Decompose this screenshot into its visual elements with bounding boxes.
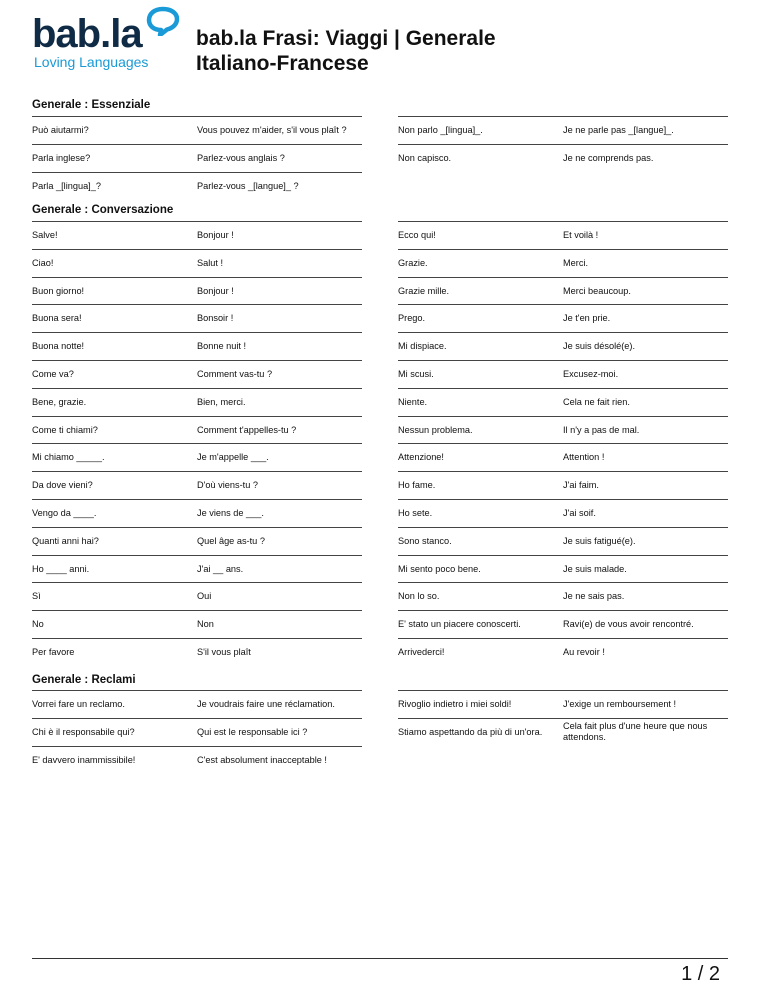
phrase-italian: Ho sete. [398, 508, 433, 518]
phrase-french: S'il vous plaît [197, 647, 251, 657]
phrase-italian: No [32, 619, 44, 630]
speech-bubble-icon [145, 6, 181, 36]
phrase-row [32, 718, 362, 746]
phrase-french: Oui [197, 591, 212, 602]
phrase-row [398, 277, 728, 305]
page-title [196, 26, 496, 76]
phrase-italian: Grazie mille. [398, 285, 450, 296]
phrase-french: J'exige un remboursement ! [563, 699, 677, 709]
phrase-italian: Per favore [32, 647, 75, 657]
section-heading: Generale : Essenziale [32, 99, 151, 111]
phrase-french: Je suis malade. [563, 563, 627, 574]
phrase-italian: Ciao! [32, 257, 54, 268]
phrase-french: J'ai __ ans. [197, 563, 244, 574]
phrase-italian: Vorrei fare un reclamo. [32, 699, 125, 709]
phrase-italian: Prego. [398, 313, 426, 324]
phrase-row [32, 116, 362, 144]
phrase-row [398, 638, 728, 666]
phrase-french: Vous pouvez m'aider, s'il vous plaît ? [197, 125, 347, 135]
phrase-french: D'où viens-tu ? [197, 480, 258, 491]
phrase-french: Parlez-vous anglais ? [197, 152, 285, 163]
phrase-italian: Sono stanco. [398, 535, 452, 546]
phrase-italian: Mi chiamo _____. [32, 452, 105, 463]
logo-tagline: Loving Languages [34, 54, 149, 70]
phrase-italian: Arrivederci! [398, 647, 445, 657]
phrase-italian: Buona sera! [32, 313, 82, 324]
phrase-italian: Parla inglese? [32, 152, 91, 163]
phrase-row [398, 690, 728, 718]
phrase-french: Merci beaucoup. [563, 285, 631, 296]
phrase-row [32, 582, 362, 610]
section-heading: Generale : Reclami [32, 674, 136, 686]
phrase-italian: Mi sento poco bene. [398, 563, 481, 574]
phrase-italian: Salve! [32, 230, 58, 240]
phrase-row [398, 555, 728, 583]
phrase-italian: Mi dispiace. [398, 341, 447, 352]
phrase-italian: Chi è il responsabile qui? [32, 726, 135, 737]
phrase-french: Ravi(e) de vous avoir rencontré. [563, 619, 694, 630]
phrase-row [32, 221, 362, 249]
phrase-french: J'ai faim. [563, 480, 599, 491]
phrase-french: Et voilà ! [563, 230, 599, 240]
phrase-italian: Buon giorno! [32, 285, 85, 296]
phrase-row [32, 249, 362, 277]
phrase-row [398, 116, 728, 144]
phrase-italian: Ho ____ anni. [32, 563, 90, 574]
phrase-italian: Quanti anni hai? [32, 535, 99, 546]
phrase-italian: Mi scusi. [398, 369, 434, 379]
phrase-italian: Come ti chiami? [32, 424, 98, 435]
phrase-french: Bonjour ! [197, 285, 234, 296]
phrase-row [398, 610, 728, 638]
phrase-row [32, 277, 362, 305]
title-line-2: Italiano-Francese [196, 52, 369, 75]
phrase-french: Je ne comprends pas. [563, 152, 654, 163]
title-line-1: bab.la Frasi: Viaggi | Generale [196, 27, 496, 50]
phrase-french: Je suis fatigué(e). [563, 535, 636, 546]
phrase-row [398, 144, 728, 172]
phrase-french: C'est absolument inacceptable ! [197, 754, 327, 765]
phrase-french: Au revoir ! [563, 647, 605, 657]
phrase-row [32, 416, 362, 444]
phrase-row [398, 304, 728, 332]
phrase-row [32, 388, 362, 416]
phrase-french: Attention ! [563, 452, 605, 463]
phrase-row [32, 555, 362, 583]
phrase-french: Comment t'appelles-tu ? [197, 424, 297, 435]
phrase-french: Cela fait plus d'une heure que nous attendons. [563, 721, 708, 743]
phrase-row [398, 471, 728, 499]
phrase-row [398, 249, 728, 277]
phrase-italian: Come va? [32, 369, 74, 379]
phrase-row [398, 582, 728, 610]
phrase-italian: Stiamo aspettando da più di un'ora. [398, 726, 543, 737]
phrase-row [32, 690, 362, 718]
phrase-italian: Buona notte! [32, 341, 85, 352]
phrase-row [398, 416, 728, 444]
page-header [32, 6, 732, 86]
phrase-row [32, 746, 362, 774]
phrase-italian: Da dove vieni? [32, 480, 93, 491]
phrase-row [32, 144, 362, 172]
phrase-french: Bonsoir ! [197, 313, 234, 324]
phrase-row [398, 332, 728, 360]
phrase-french: Comment vas-tu ? [197, 369, 273, 379]
phrase-italian: Grazie. [398, 257, 428, 268]
phrase-row [32, 304, 362, 332]
phrase-italian: Non parlo _[lingua]_. [398, 125, 483, 135]
phrase-french: Je voudrais faire une réclamation. [197, 699, 335, 709]
phrase-french: Bonne nuit ! [197, 341, 247, 352]
footer-divider [32, 958, 728, 959]
phrase-french: Je suis désolé(e). [563, 341, 636, 352]
phrase-italian: E' stato un piacere conoscerti. [398, 619, 521, 630]
phrase-french: J'ai soif. [563, 508, 596, 518]
phrase-italian: Non lo so. [398, 591, 440, 602]
phrase-french: Qui est le responsable ici ? [197, 726, 308, 737]
phrase-row [398, 527, 728, 555]
phrase-french: Il n'y a pas de mal. [563, 424, 640, 435]
phrase-row [32, 172, 362, 200]
phrase-french: Parlez-vous _[langue]_ ? [197, 180, 299, 191]
phrase-italian: Può aiutarmi? [32, 125, 89, 135]
section-heading: Generale : Conversazione [32, 204, 174, 216]
phrase-row [32, 638, 362, 666]
phrase-french: Non [197, 619, 214, 630]
phrase-row [398, 443, 728, 471]
phrase-row [32, 471, 362, 499]
phrase-row [398, 360, 728, 388]
phrase-french: Je viens de ___. [197, 508, 264, 518]
phrase-italian: Niente. [398, 396, 428, 407]
phrase-italian: Attenzione! [398, 452, 444, 463]
phrase-row [398, 221, 728, 249]
phrase-italian: Ho fame. [398, 480, 436, 491]
phrase-italian: Ecco qui! [398, 230, 436, 240]
phrase-italian: Sì [32, 591, 41, 602]
phrase-italian: Vengo da ____. [32, 508, 97, 518]
phrase-row [32, 332, 362, 360]
phrase-row [32, 360, 362, 388]
phrase-french: Excusez-moi. [563, 369, 619, 379]
phrase-row [32, 527, 362, 555]
phrase-row [398, 718, 728, 746]
phrase-row [398, 499, 728, 527]
phrase-french: Salut ! [197, 257, 224, 268]
babla-logo[interactable] [32, 6, 192, 76]
phrase-italian: Non capisco. [398, 152, 452, 163]
phrase-french: Merci. [563, 257, 589, 268]
logo-wordmark: bab.la [32, 12, 142, 56]
phrase-french: Bien, merci. [197, 396, 246, 407]
phrase-row [32, 499, 362, 527]
phrase-italian: Rivoglio indietro i miei soldi! [398, 699, 512, 709]
phrase-italian: E' davvero inammissibile! [32, 754, 136, 765]
phrase-italian: Parla _[lingua]_? [32, 180, 101, 191]
phrase-row [32, 443, 362, 471]
phrase-french: Je ne sais pas. [563, 591, 625, 602]
phrase-row [398, 388, 728, 416]
phrase-french: Cela ne fait rien. [563, 396, 630, 407]
phrase-french: Je ne parle pas _[langue]_. [563, 125, 674, 135]
phrase-french: Bonjour ! [197, 230, 234, 240]
page-number: 1 / 2 [681, 963, 720, 985]
phrase-french: Quel âge as-tu ? [197, 535, 265, 546]
phrase-italian: Nessun problema. [398, 424, 473, 435]
phrase-italian: Bene, grazie. [32, 396, 87, 407]
phrase-row [32, 610, 362, 638]
phrase-french: Je t'en prie. [563, 313, 611, 324]
phrase-french: Je m'appelle ___. [197, 452, 269, 463]
